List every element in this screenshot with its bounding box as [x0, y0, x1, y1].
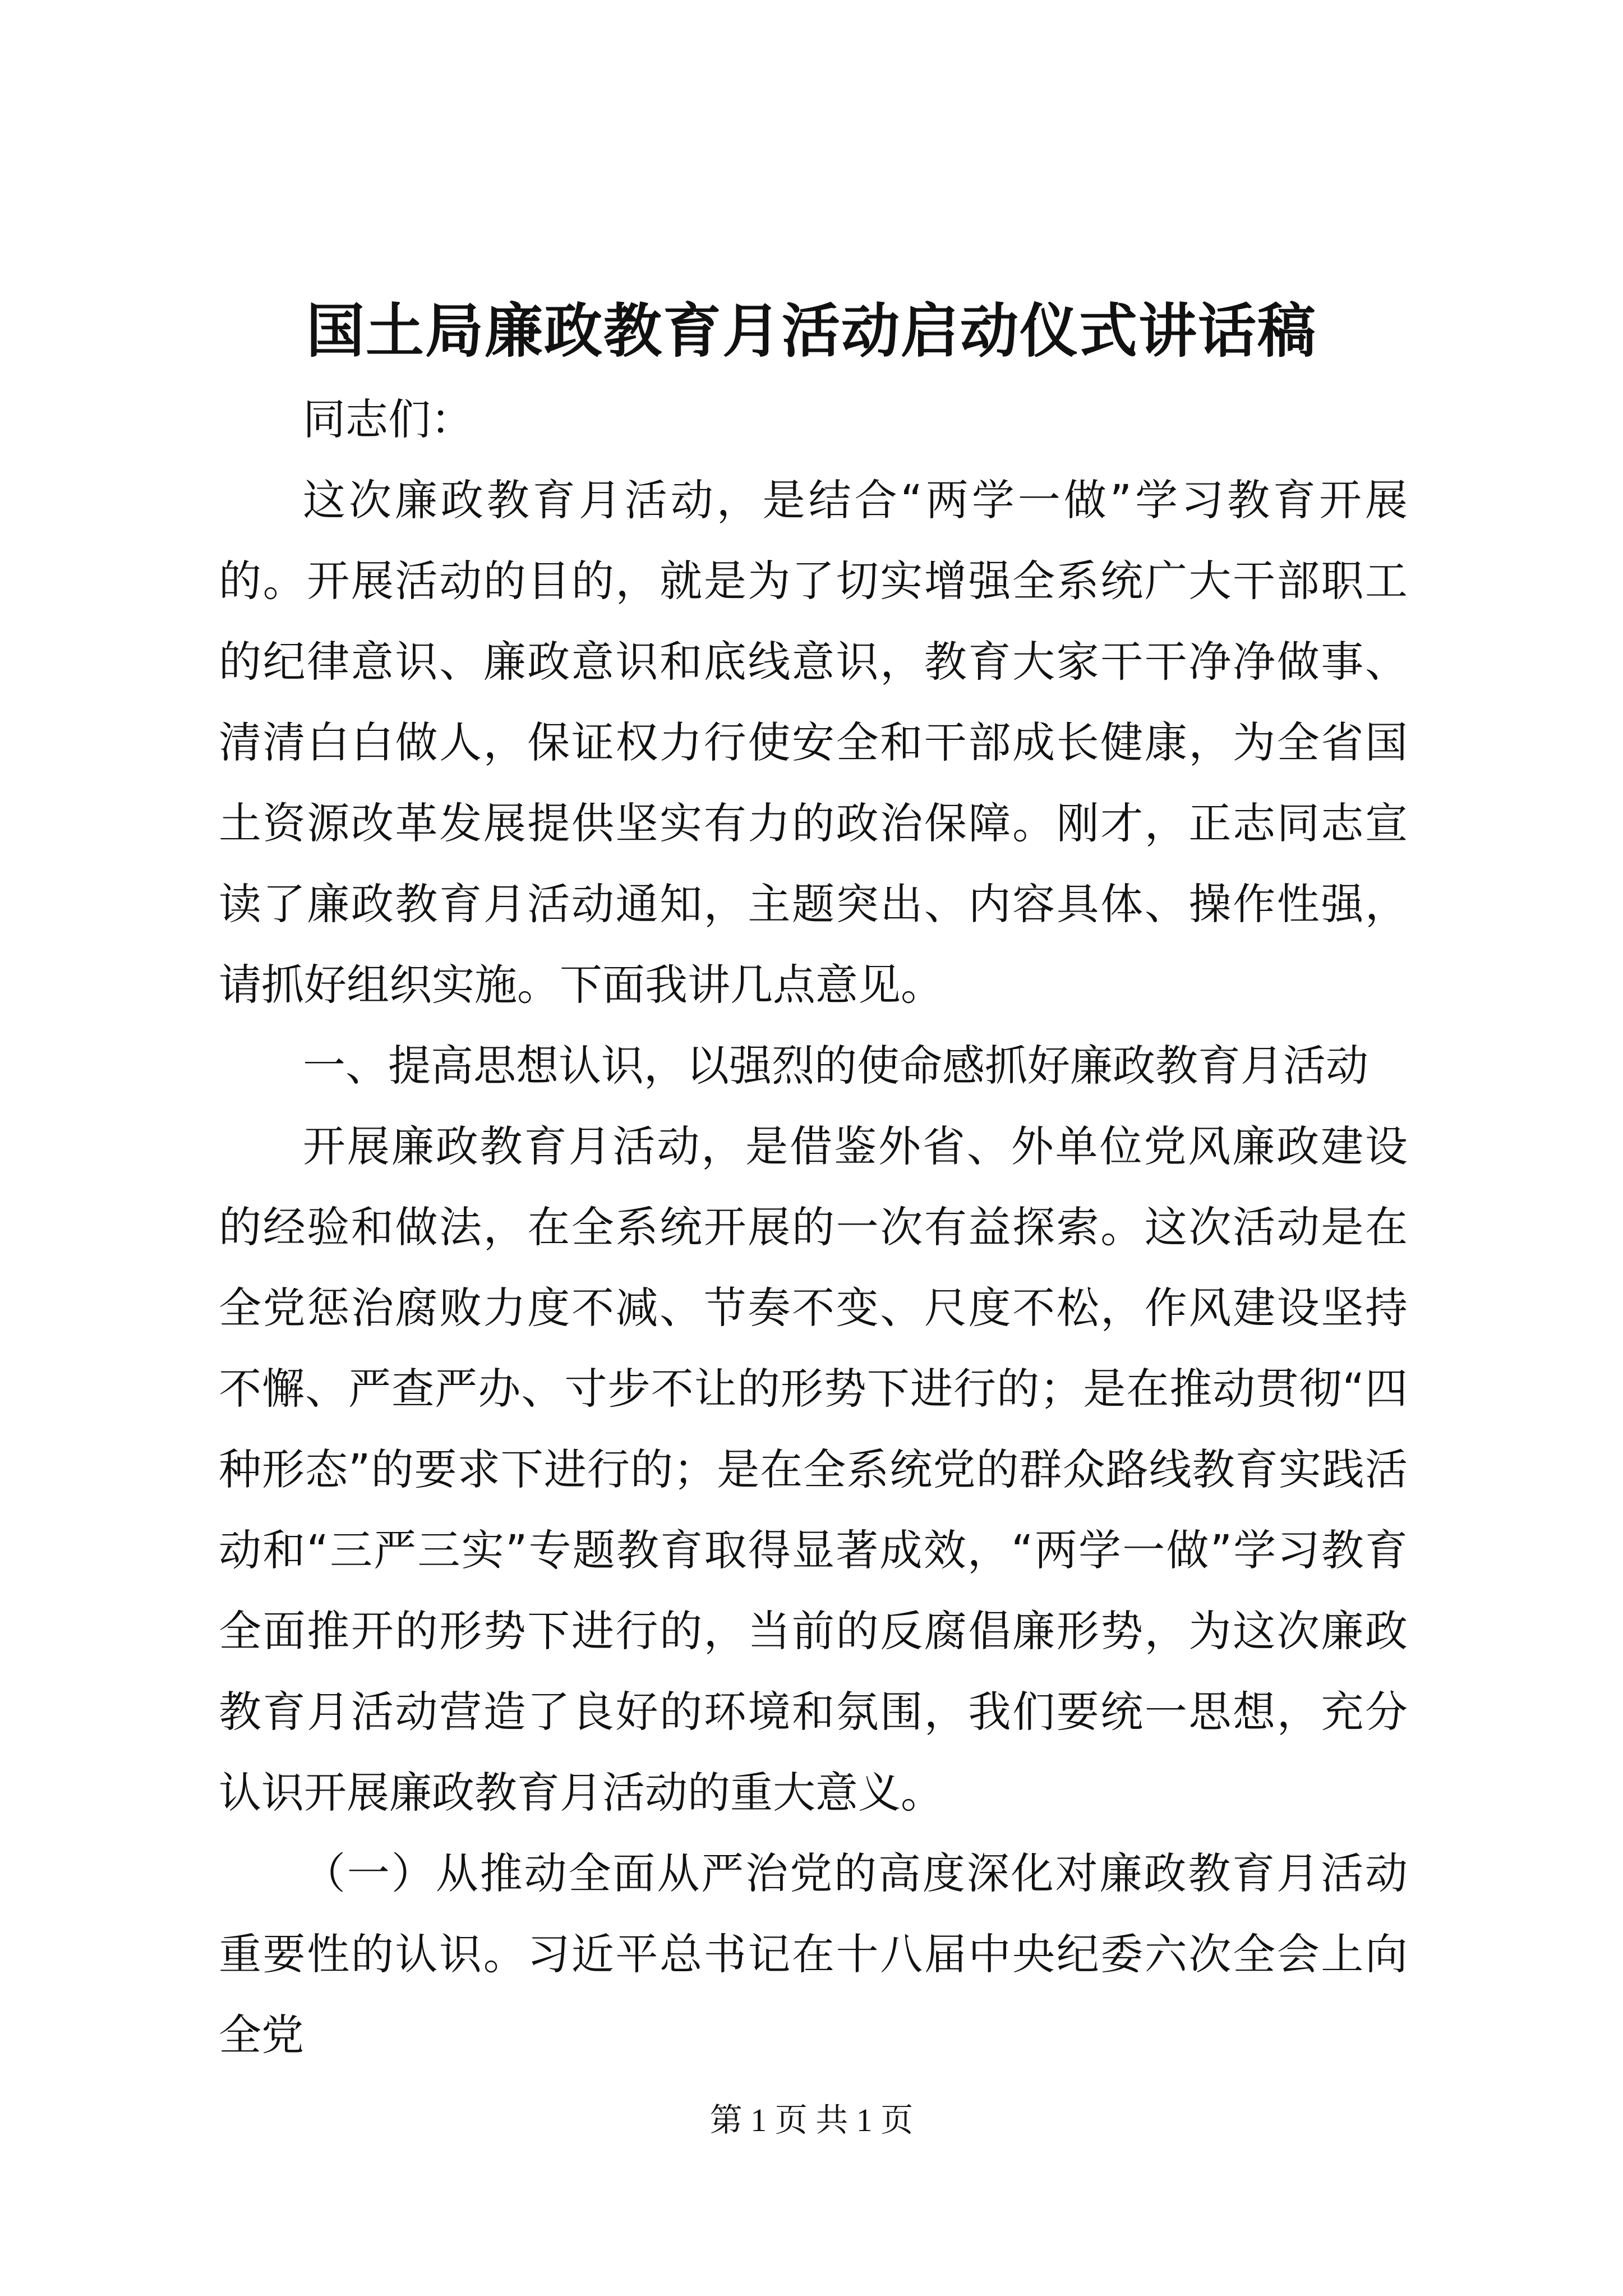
section-heading-1: 一、提高思想认识，以强烈的使命感抓好廉政教育月活动 [303, 1041, 1368, 1091]
paragraph-subsection-1: （一）从推动全面从严治党的高度深化对廉政教育月活动重要性的认识。习近平总书记在十八届中央纪委六次全会上向全党 [219, 1848, 1408, 2060]
document-body [219, 379, 1408, 2076]
page-footer: 第 1 页 共 1 页 [709, 2102, 914, 2138]
paragraph-intro: 这次廉政教育月活动，是结合“两学一做”学习教育开展的。开展活动的目的，就是为了切实增强全系统广大干部职工的纪律意识、廉政意识和底线意识，教育大家干干净净做事、清清白白做人，保证权力行使安全和干部成长健康，为全省国土资源改革发展提供坚实有力的政治保障。刚才，正志同志宣读了廉政教育月活动通知，主题突出、内容具体、操作性强，请抓好组织实施。下面我讲几点意见。 [219, 475, 1408, 1010]
document-title: 国土局廉政教育月活动启动仪式讲话稿 [306, 296, 1317, 365]
salutation: 同志们： [303, 394, 473, 444]
paragraph-section-1: 开展廉政教育月活动，是借鉴外省、外单位党风廉政建设的经验和做法，在全系统开展的一次有益探索。这次活动是在全党惩治腐败力度不减、节奏不变、尺度不松，作风建设坚持不懈、严查严办、寸步不让的形势下进行的；是在推动贯彻“四种形态”的要求下进行的；是在全系统党的群众路线教育实践活动和“三严三实”专题教育取得显著成效，“两学一做”学习教育全面推开的形势下进行的，当前的反腐倡廉形势，为这次廉政教育月活动营造了良好的环境和氛围，我们要统一思想，充分认识开展廉政教育月活动的重大意义。 [219, 1121, 1408, 1818]
